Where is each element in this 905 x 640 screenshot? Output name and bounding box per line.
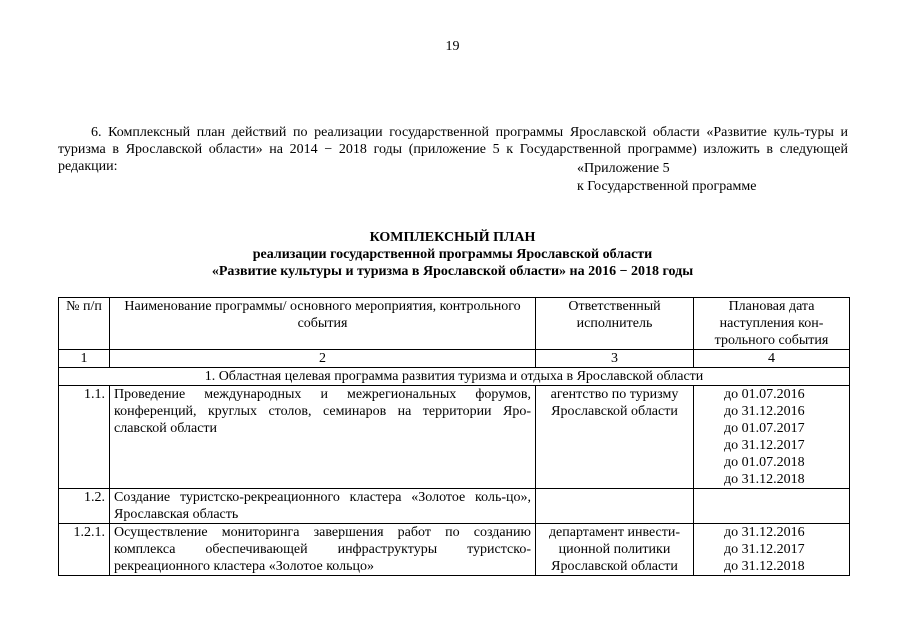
col-number-3: 3 xyxy=(536,350,694,368)
table-header-row xyxy=(59,298,850,350)
amendment-paragraph: 6. Комплексный план действий по реализации государственной программы Ярославской области «Развитие куль-туры и туризма в Ярославской области» на 2014 − 2018 годы (приложение 5 к Государственной программе) изложить в следующей редакции: xyxy=(58,125,848,174)
row-name: Проведение международных и межрегиональных форумов, конференций, круглых столов, семинаров на территории Яро-славской области xyxy=(110,386,536,489)
row-num: 1.2.1. xyxy=(59,524,110,576)
plan-title-line-1: КОМПЛЕКСНЫЙ ПЛАН xyxy=(369,230,536,245)
column-number-row xyxy=(59,350,850,368)
row-date: до 31.12.2016 xyxy=(724,525,805,540)
row-date: до 01.07.2017 xyxy=(724,421,805,436)
plan-title xyxy=(0,229,905,280)
row-date: до 31.12.2017 xyxy=(724,542,805,557)
section-title: 1. Областная целевая программа развития туризма и отдыха в Ярославской области xyxy=(59,368,850,386)
col-number-4: 4 xyxy=(694,350,850,368)
plan-title-line-2: реализации государственной программы Ярославской области xyxy=(252,247,653,262)
row-dates xyxy=(694,386,850,489)
table-row xyxy=(59,524,850,576)
row-dates xyxy=(694,524,850,576)
table-row xyxy=(59,489,850,524)
appendix-reference xyxy=(577,160,756,196)
row-date: до 31.12.2018 xyxy=(724,472,805,487)
row-date: до 01.07.2016 xyxy=(724,387,805,402)
row-date: до 31.12.2018 xyxy=(724,559,805,574)
col-number-1: 1 xyxy=(59,350,110,368)
row-responsible xyxy=(536,489,694,524)
row-name: Создание туристско-рекреационного кластера «Золотое коль-цо», Ярославская область xyxy=(110,489,536,524)
header-num: № п/п xyxy=(59,298,110,350)
section-row xyxy=(59,368,850,386)
row-responsible: департамент инвести-ционной политики Ярославской области xyxy=(536,524,694,576)
appendix-line-2: к Государственной программе xyxy=(577,179,757,194)
header-responsible: Ответственный исполнитель xyxy=(536,298,694,350)
row-name: Осуществление мониторинга завершения работ по созданию комплекса обеспечивающей инфраструктуры туристско-рекреационного кластера «Золотое кольцо» xyxy=(110,524,536,576)
plan-table xyxy=(58,297,850,576)
page-number: 19 xyxy=(445,39,460,54)
row-num: 1.1. xyxy=(59,386,110,489)
header-date: Плановая дата наступления кон-трольного события xyxy=(694,298,850,350)
row-num: 1.2. xyxy=(59,489,110,524)
header-name: Наименование программы/ основного мероприятия, контрольного события xyxy=(110,298,536,350)
row-date: до 31.12.2017 xyxy=(724,438,805,453)
row-date: до 31.12.2016 xyxy=(724,404,805,419)
plan-title-line-3: «Развитие культуры и туризма в Ярославской области» на 2016 − 2018 годы xyxy=(211,264,694,279)
table-row xyxy=(59,386,850,489)
row-dates xyxy=(694,489,850,524)
row-date: до 01.07.2018 xyxy=(724,455,805,470)
appendix-line-1: «Приложение 5 xyxy=(577,161,670,176)
col-number-2: 2 xyxy=(110,350,536,368)
row-responsible: агентство по туризму Ярославской области xyxy=(536,386,694,489)
